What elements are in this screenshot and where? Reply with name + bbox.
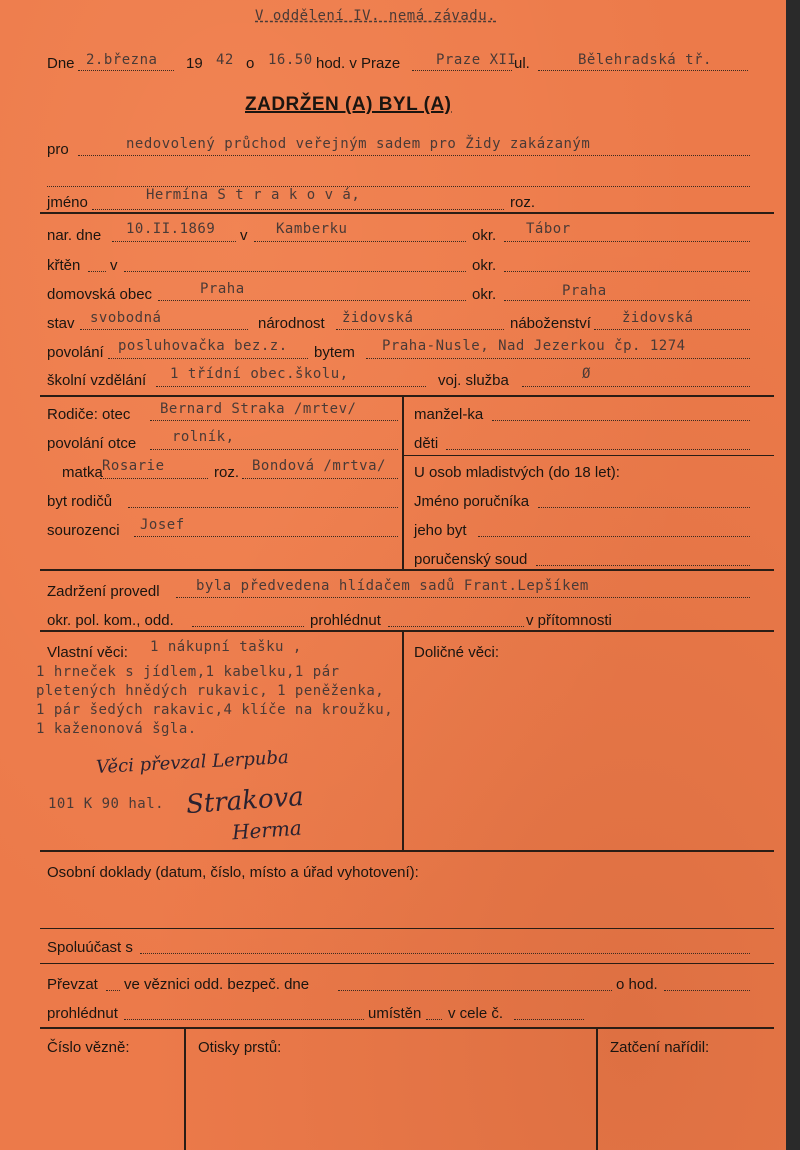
ul-label: ul.: [514, 55, 530, 72]
pritomnosti-label: v přítomnosti: [526, 612, 612, 629]
byt-rodicu-label: byt rodičů: [47, 493, 113, 510]
o-label: o: [246, 55, 255, 72]
time-value: 16.50: [268, 52, 313, 68]
cislo-label: Číslo vězně:: [47, 1039, 130, 1056]
nabozenstvi-label: náboženství: [510, 315, 591, 332]
sourozenci-label: sourozenci: [47, 522, 120, 539]
header-note: V oddělení IV. nemá závadu.: [255, 8, 497, 24]
narozen-value: 10.II.1869: [126, 221, 216, 237]
narozen-label: nar. dne: [47, 227, 102, 244]
vzdelani-value: 1 třídní obec.školu,: [170, 366, 349, 382]
signature-2: Herma: [231, 815, 303, 845]
belongings-line-2: 1 hrneček s jídlem,1 kabelku,1 pár: [36, 664, 340, 680]
jeho-byt-label: jeho byt: [414, 522, 467, 539]
otec-label: Rodiče: otec: [47, 406, 131, 423]
bytem-value: Praha-Nusle, Nad Jezerkou čp. 1274: [382, 338, 686, 354]
arrest-divider: [40, 630, 774, 632]
domovska-label: domovská obec: [47, 286, 153, 303]
belongings-line-5: 1 kaženonová šgla.: [36, 721, 197, 737]
misto-value: Kamberku: [276, 221, 348, 237]
belongings-line-4: 1 pár šedých rakavic,4 klíče na kroužku,: [36, 702, 394, 718]
date-value: 2.března: [86, 52, 158, 68]
povolani-otce-value: rolník,: [172, 429, 235, 445]
transfer-divider: [40, 1027, 774, 1029]
okr-label-1: okr.: [472, 227, 497, 244]
jmeno-value: Hermína S t r a k o v á,: [146, 187, 361, 203]
handwritten-note: Věci převzal Lerpuba: [95, 746, 290, 779]
porucnik-label: Jméno poručníka: [414, 493, 530, 510]
footer-divider-2: [596, 1029, 598, 1150]
form-title: ZADRŽEN (A) BYL (A): [245, 94, 452, 115]
okr-domovska-value: Praha: [562, 283, 607, 299]
belongings-line-1: 1 nákupní tašku ,: [150, 639, 302, 655]
vzdelani-label: školní vzdělání: [47, 372, 147, 389]
veznice-label: ve věznici odd. bezpeč. dne: [124, 976, 310, 993]
matka-label: matka: [62, 464, 103, 481]
prevzat-label: Převzat: [47, 976, 98, 993]
family-divider: [40, 569, 774, 571]
footer-divider-1: [184, 1029, 186, 1150]
jmeno-label: jméno: [47, 194, 88, 211]
o-hod-label: o hod.: [616, 976, 658, 993]
okr-pol-label: okr. pol. kom., odd.: [47, 612, 174, 629]
vlastni-label: Vlastní věci:: [47, 644, 128, 661]
cele-label: v cele č.: [448, 1005, 504, 1022]
money-value: 101 K 90 hal.: [48, 796, 165, 812]
page-edge-shadow: [786, 0, 800, 1150]
roz-label: roz.: [510, 194, 536, 211]
stav-label: stav: [47, 315, 75, 332]
otisky-label: Otisky prstů:: [198, 1039, 282, 1056]
voj-value: Ø: [582, 366, 591, 382]
domovska-value: Praha: [200, 281, 245, 297]
povolani-value: posluhovačka bez.z.: [118, 338, 288, 354]
bytem-label: bytem: [314, 344, 355, 361]
deti-label: děti: [414, 435, 439, 452]
sourozenci-value: Josef: [140, 517, 185, 533]
provedl-label: Zadržení provedl: [47, 583, 160, 600]
year-label: 19: [186, 55, 203, 72]
povolani-label: povolání: [47, 344, 104, 361]
otec-value: Bernard Straka /mrtev/: [160, 401, 357, 417]
prohlednut-label-1: prohlédnut: [310, 612, 381, 629]
person-divider: [40, 395, 774, 397]
belongings-divider: [40, 850, 774, 852]
reason-value: nedovolený průchod veřejným sadem pro Židy zakázaným: [126, 136, 591, 152]
street-value: Bělehradská tř.: [578, 52, 712, 68]
narodnost-label: národnost: [258, 315, 325, 332]
complicity-label: Spoluúčast s: [47, 939, 133, 956]
prohlednut-label-2: prohlédnut: [47, 1005, 118, 1022]
matka-roz-label: roz.: [214, 464, 240, 481]
family-column-divider: [402, 397, 404, 569]
manzel-label: manžel-ka: [414, 406, 484, 423]
hod-label: hod. v Praze: [316, 55, 401, 72]
belongings-column-divider: [402, 632, 404, 850]
naridil-label: Zatčení nařídil:: [610, 1039, 710, 1056]
nabozenstvi-value: židovská: [622, 310, 694, 326]
soud-label: poručenský soud: [414, 551, 528, 568]
minors-label: U osob mladistvých (do 18 let):: [414, 464, 620, 481]
docs-label: Osobní doklady (datum, číslo, místo a úřad vyhotovení):: [47, 864, 419, 881]
okr-label-2: okr.: [472, 257, 497, 274]
matka-roz-value: Bondová /mrtva/: [252, 458, 386, 474]
district-value: Praze XII: [436, 52, 517, 68]
name-divider: [40, 212, 774, 214]
matka-value: Rosarie: [102, 458, 165, 474]
krten-label: křtěn: [47, 257, 81, 274]
voj-label: voj. služba: [438, 372, 509, 389]
reason-label: pro: [47, 141, 69, 158]
povolani-otce-label: povolání otce: [47, 435, 137, 452]
okr-label-3: okr.: [472, 286, 497, 303]
narodnost-value: židovská: [342, 310, 414, 326]
umisten-label: umístěn: [368, 1005, 422, 1022]
krten-v-label: v: [110, 257, 118, 274]
stav-value: svobodná: [90, 310, 162, 326]
dne-label: Dne: [47, 55, 75, 72]
provedl-value: byla předvedena hlídačem sadů Frant.Lepšíkem: [196, 578, 589, 594]
signature: Strakova: [185, 781, 305, 821]
okr-narozeni-value: Tábor: [526, 221, 571, 237]
year-value: 42: [216, 52, 234, 68]
v-label: v: [240, 227, 248, 244]
belongings-line-3: pletených hnědých rukavic, 1 peněženka,: [36, 683, 385, 699]
dolicne-label: Doličné věci:: [414, 644, 500, 661]
